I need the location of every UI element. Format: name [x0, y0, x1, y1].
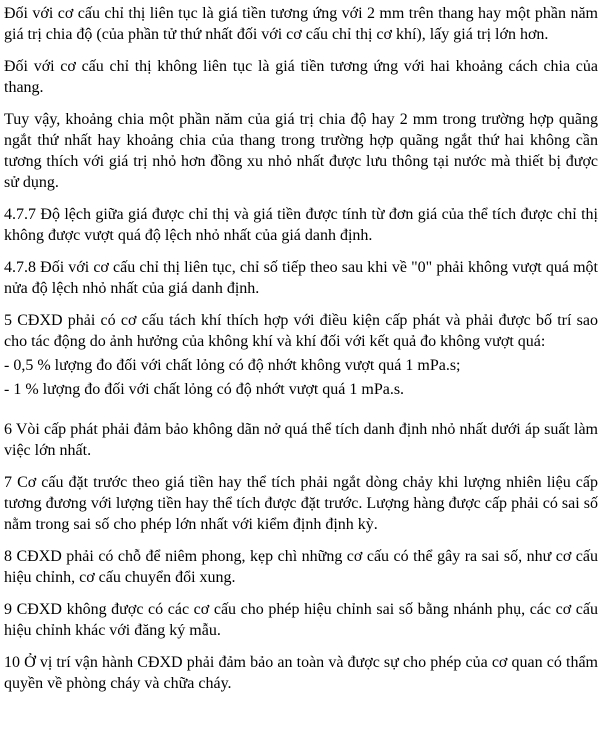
paragraph-4-7-7: 4.7.7 Độ lệch giữa giá được chỉ thị và giá tiền được tính từ đơn giá của thể tích được chỉ thị không được vượt quá độ lệch nhỏ nhất của giá danh định.: [4, 206, 598, 244]
paragraph-7: 7 Cơ cấu đặt trước theo giá tiền hay thể tích phải ngắt dòng chảy khi lượng nhiên liệu cấp tương đương với lượng tiền hay thể tích được đặt trước. Lượng hàng được cấp phải có sai số nằm trong sai số cho phép lớn nhất với kiểm định định kỳ.: [4, 474, 598, 533]
paragraph-however: Tuy vậy, khoảng chia một phần năm của giá trị chia độ hay 2 mm trong trường hợp quãng ngắt thứ nhất hay khoảng chia của thang trong trường hợp quãng ngắt thứ hai không cần tương thích với giá trị nhỏ hơn đồng xu nhỏ nhất được lưu thông tại nước mà thiết bị được sử dụng.: [4, 111, 598, 191]
paragraph-6: 6 Vòi cấp phát phải đảm bảo không dãn nở quá thể tích danh định nhỏ nhất dưới áp suất làm việc lớn nhất.: [4, 421, 598, 459]
paragraph-5: 5 CĐXD phải có cơ cấu tách khí thích hợp với điều kiện cấp phát và phải được bố trí sao cho tác động do ảnh hưởng của không khí và khí đối với kết quả đo không vượt quá:: [4, 312, 598, 350]
list-item-high-viscosity: - 1 % lượng đo đối với chất lỏng có độ nhớt vượt quá 1 mPa.s.: [4, 381, 405, 398]
paragraph-continuous-indicator: Đối với cơ cấu chỉ thị liên tục là giá tiền tương ứng với 2 mm trên thang hay một phần năm giá trị chia độ (của phần tử thứ nhất đối với cơ cấu chỉ thị cơ khí), lấy giá trị lớn hơn.: [4, 5, 598, 43]
document-page: [4, 3, 598, 705]
paragraph-9: 9 CĐXD không được có các cơ cấu cho phép hiệu chỉnh sai số bằng nhánh phụ, các cơ cấu hiệu chỉnh khác với đăng ký mẫu.: [4, 601, 598, 639]
paragraph-discontinuous-indicator: Đối với cơ cấu chỉ thị không liên tục là giá tiền tương ứng với hai khoảng cách chia của thang.: [4, 58, 598, 96]
list-item-low-viscosity: - 0,5 % lượng đo đối với chất lỏng có độ nhớt không vượt quá 1 mPa.s;: [4, 357, 461, 374]
paragraph-10: 10 Ở vị trí vận hành CĐXD phải đảm bảo an toàn và được sự cho phép của cơ quan có thẩm quyền về phòng cháy và chữa cháy.: [4, 654, 598, 692]
paragraph-8: 8 CĐXD phải có chỗ để niêm phong, kẹp chì những cơ cấu có thể gây ra sai số, như cơ cấu hiệu chỉnh, cơ cấu chuyển đổi xung.: [4, 548, 598, 586]
paragraph-4-7-8: 4.7.8 Đối với cơ cấu chỉ thị liên tục, chỉ số tiếp theo sau khi về "0" phải không vượt quá một nửa độ lệch nhỏ nhất của giá danh định.: [4, 259, 598, 297]
